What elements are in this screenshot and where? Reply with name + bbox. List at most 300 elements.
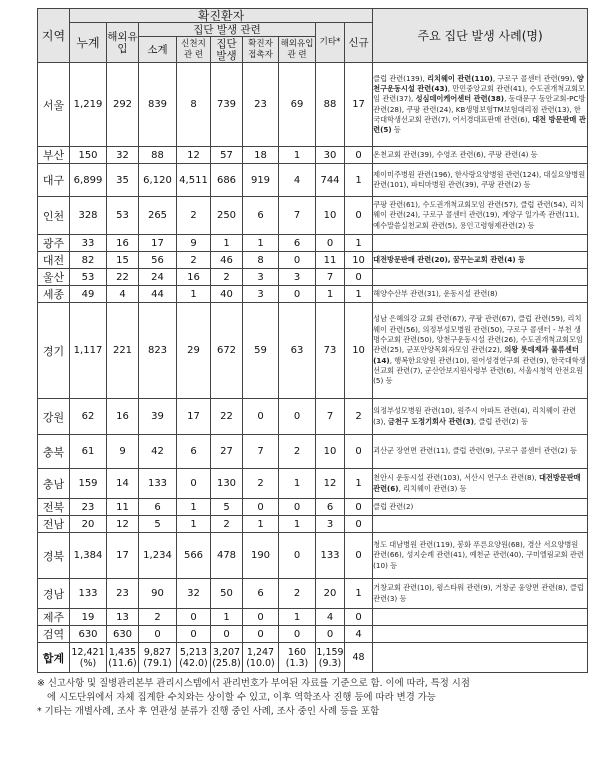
overseas-cell xyxy=(107,286,139,303)
value: 42 xyxy=(151,446,164,457)
value: 0 xyxy=(257,611,264,623)
value: 12 xyxy=(116,518,129,530)
value: 130 xyxy=(216,478,237,489)
group-cell xyxy=(211,499,243,516)
table-row xyxy=(38,579,588,609)
contact-cell xyxy=(243,516,279,533)
header-confirmed: 확진환자 xyxy=(70,9,373,23)
overseas-cell xyxy=(107,516,139,533)
contact-cell xyxy=(243,499,279,516)
other-cell xyxy=(316,399,345,435)
table-row xyxy=(38,235,588,252)
total-cell xyxy=(70,435,107,469)
shincheonji-cell xyxy=(177,469,211,499)
overseas-rel-cell xyxy=(279,579,316,609)
value: 9,827 xyxy=(143,646,172,658)
overseas-cell xyxy=(107,626,139,643)
region-cell: 부산 xyxy=(38,147,70,164)
value: 0 xyxy=(190,611,197,623)
subtotal-cell xyxy=(139,499,177,516)
value: 1 xyxy=(223,237,230,249)
total-cell xyxy=(70,533,107,579)
table-row xyxy=(38,499,588,516)
value: 1,234 xyxy=(143,550,172,561)
new-cell xyxy=(345,269,373,286)
value: 160 xyxy=(287,646,307,658)
overseas-rel-cell xyxy=(279,147,316,164)
value: 4 xyxy=(119,288,126,300)
value: 823 xyxy=(147,345,168,356)
value: 1 xyxy=(293,149,301,161)
value: 9 xyxy=(190,237,197,249)
value: 839 xyxy=(147,99,168,110)
group-cell xyxy=(211,469,243,499)
value: 3 xyxy=(257,271,264,283)
value: 133 xyxy=(78,588,98,599)
value: 0 xyxy=(355,501,362,513)
overseas-cell xyxy=(107,303,139,399)
value: 17 xyxy=(116,550,129,561)
value: 22 xyxy=(220,411,233,422)
value: 9 xyxy=(119,446,126,457)
header-new: 신규 xyxy=(345,23,373,63)
subtotal-cell xyxy=(139,533,177,579)
value: 32 xyxy=(116,149,129,161)
value: 53 xyxy=(81,271,95,283)
value: 672 xyxy=(216,345,237,356)
value: 7 xyxy=(293,210,301,221)
contact-cell xyxy=(243,399,279,435)
value: 566 xyxy=(183,550,204,561)
value: 17 xyxy=(187,411,200,422)
value: 159 xyxy=(78,478,98,489)
other-cell xyxy=(316,609,345,626)
region-cell: 제주 xyxy=(38,609,70,626)
other-cell xyxy=(316,63,345,147)
group-cell xyxy=(211,235,243,252)
region-cell: 강원 xyxy=(38,399,70,435)
subtotal-cell xyxy=(139,269,177,286)
value: 62 xyxy=(81,411,95,422)
value: 20 xyxy=(81,518,95,530)
value: 27 xyxy=(220,446,233,457)
shincheonji-cell xyxy=(177,303,211,399)
group-cell xyxy=(211,533,243,579)
value: 1 xyxy=(257,518,264,530)
group-cell xyxy=(211,626,243,643)
value: 0 xyxy=(293,254,301,266)
region-cell: 충북 xyxy=(38,435,70,469)
value: 1 xyxy=(355,237,362,249)
region-cell: 경기 xyxy=(38,303,70,399)
total-cell xyxy=(70,399,107,435)
value: 0 xyxy=(257,501,264,513)
value: 10 xyxy=(323,446,337,457)
value: 2 xyxy=(355,411,362,422)
table-row xyxy=(38,609,588,626)
overseas-cell xyxy=(107,63,139,147)
total-cell xyxy=(70,303,107,399)
other-cell xyxy=(316,252,345,269)
shincheonji-cell xyxy=(177,235,211,252)
value: 69 xyxy=(290,99,304,110)
cases-cell xyxy=(373,516,588,533)
value: 4 xyxy=(326,611,334,623)
value: 1 xyxy=(190,518,197,530)
shincheonji-cell xyxy=(177,269,211,286)
overseas-cell xyxy=(107,235,139,252)
region-cell: 경남 xyxy=(38,579,70,609)
value: 20 xyxy=(323,588,337,599)
region-cell: 전남 xyxy=(38,516,70,533)
shincheonji-cell xyxy=(177,63,211,147)
value: 23 xyxy=(81,501,95,513)
header-other: 기타* xyxy=(316,23,345,63)
total-cell xyxy=(70,147,107,164)
percent: (11.6) xyxy=(108,657,137,669)
value: 50 xyxy=(220,588,233,599)
total-cell xyxy=(70,609,107,626)
case-text: 청도 대남병원 관련(119), 봉화 푸른요양원(68), 경산 서요양병원 관련(66), 성지순례 관련(41), 예천군 관련(40), 구미엘림교회 관련(10) 등 xyxy=(373,540,584,570)
value: 5 xyxy=(223,501,230,513)
group-cell xyxy=(211,303,243,399)
case-text: , 리치웨이 관련(3) 등 xyxy=(398,483,467,493)
subtotal-cell xyxy=(139,579,177,609)
value: 6,899 xyxy=(73,174,103,186)
contact-cell xyxy=(243,235,279,252)
value: 5 xyxy=(154,518,161,530)
percent: (42.0) xyxy=(179,657,208,669)
value: 19 xyxy=(81,611,95,623)
cases-cell xyxy=(373,626,588,643)
overseas-cell xyxy=(107,252,139,269)
value: 6 xyxy=(190,446,197,457)
value: 190 xyxy=(250,550,271,561)
value: 11 xyxy=(323,254,337,266)
case-text: 쿠팡 관련(61), 수도권개척교회모임 관련(57), 클럽 관련(54), 리치웨이 관련(24), 구로구 콜센터 관련(19), 계양구 일가족 관련(11), 예수말씀실천교회 관련(5), 용인고령형제관련(2) 등 xyxy=(373,200,584,230)
value: 2 xyxy=(223,271,230,283)
new-cell xyxy=(345,643,373,673)
value: 0 xyxy=(355,518,362,530)
value: 10 xyxy=(323,210,337,221)
value: 1 xyxy=(355,478,362,489)
value: 0 xyxy=(257,628,264,640)
region-cell: 세종 xyxy=(38,286,70,303)
case-text: , 동대문구 동안교회-PC방 관련(28), 쿠팡 관련(24), KB생명보험TM보험대리점 관련(13), 한국대학생선교회 관련(7), 어서경대표판매 관련(6), xyxy=(373,94,586,124)
other-cell xyxy=(316,197,345,235)
value: 16 xyxy=(116,411,129,422)
value: 73 xyxy=(323,345,337,356)
header-overseas: 해외유입 xyxy=(107,23,139,63)
new-cell xyxy=(345,252,373,269)
table-row xyxy=(38,626,588,643)
case-text: 양천구운동시설 관련(43) xyxy=(373,73,584,93)
overseas-rel-cell xyxy=(279,643,316,673)
new-cell xyxy=(345,63,373,147)
contact-cell xyxy=(243,286,279,303)
value: 88 xyxy=(151,149,164,161)
overseas-rel-cell xyxy=(279,469,316,499)
overseas-rel-cell xyxy=(279,533,316,579)
value: 265 xyxy=(147,210,168,221)
value: 12 xyxy=(323,478,337,489)
other-cell xyxy=(316,626,345,643)
value: 6 xyxy=(326,501,334,513)
value: 17 xyxy=(352,99,365,110)
value: 30 xyxy=(323,149,337,161)
value: 5,213 xyxy=(179,646,208,658)
new-cell xyxy=(345,399,373,435)
value: 0 xyxy=(293,288,301,300)
overseas-rel-cell xyxy=(279,499,316,516)
new-cell xyxy=(345,147,373,164)
new-cell xyxy=(345,499,373,516)
subtotal-cell xyxy=(139,235,177,252)
value: 0 xyxy=(355,271,362,283)
subtotal-cell xyxy=(139,516,177,533)
case-text: , 구로구 콜센터 관련(99), xyxy=(492,73,577,83)
table-row xyxy=(38,435,588,469)
total-cell xyxy=(70,63,107,147)
other-cell xyxy=(316,235,345,252)
subtotal-cell xyxy=(139,147,177,164)
value: 2 xyxy=(293,588,301,599)
footnote-line: 에 시도단위에서 자체 집계한 수치와는 상이할 수 있고, 이후 역학조사 진행 등에 따라 변경 가능 xyxy=(47,692,436,703)
footnotes xyxy=(37,677,587,719)
value: 744 xyxy=(320,174,340,186)
value: 150 xyxy=(78,149,98,161)
value: 8 xyxy=(257,254,264,266)
overseas-cell xyxy=(107,147,139,164)
value: 7 xyxy=(257,446,264,457)
new-cell xyxy=(345,286,373,303)
value: 6 xyxy=(257,588,264,599)
cases-cell xyxy=(373,252,588,269)
table-row xyxy=(38,469,588,499)
table-row xyxy=(38,516,588,533)
overseas-rel-cell xyxy=(279,63,316,147)
other-cell xyxy=(316,269,345,286)
value: 46 xyxy=(220,254,233,266)
value: 3,207 xyxy=(212,646,241,658)
value: 2 xyxy=(190,254,197,266)
value: 630 xyxy=(78,628,98,640)
value: 0 xyxy=(223,628,230,640)
value: 1,219 xyxy=(73,99,103,110)
total-cell xyxy=(70,252,107,269)
value: 0 xyxy=(355,446,362,457)
region-cell: 인천 xyxy=(38,197,70,235)
value: 1 xyxy=(223,611,230,623)
value: 40 xyxy=(220,288,233,300)
value: 1 xyxy=(355,588,362,599)
value: 2 xyxy=(293,446,301,457)
shincheonji-cell xyxy=(177,286,211,303)
subtotal-cell xyxy=(139,286,177,303)
group-cell xyxy=(211,579,243,609)
total-cell xyxy=(70,286,107,303)
covid-status-table xyxy=(37,8,588,673)
case-text: 괴산군 장연면 관련(11), 클럽 관련(9), 구로구 콜센터 관련(2) 등 xyxy=(373,446,577,456)
value: 686 xyxy=(216,174,237,186)
value: 2 xyxy=(190,210,197,221)
other-cell xyxy=(316,147,345,164)
value: 7 xyxy=(326,271,334,283)
value: 0 xyxy=(326,237,334,249)
region-cell: 전북 xyxy=(38,499,70,516)
cases-cell xyxy=(373,164,588,197)
overseas-cell xyxy=(107,269,139,286)
case-text: 대전방문판매 관련(6) xyxy=(373,473,581,493)
value: 3 xyxy=(326,518,334,530)
total-cell xyxy=(70,643,107,673)
case-text: 천안시 운동시설 관련(103), 서산시 연구소 관련(8), xyxy=(373,473,539,483)
value: 53 xyxy=(116,210,129,221)
table-row xyxy=(38,269,588,286)
case-text: 클럽 관련(2) xyxy=(373,501,414,511)
group-cell xyxy=(211,609,243,626)
table-row xyxy=(38,197,588,235)
overseas-cell xyxy=(107,164,139,197)
value: 292 xyxy=(112,99,133,110)
value: 17 xyxy=(151,237,164,249)
value: 12 xyxy=(187,149,200,161)
group-cell xyxy=(211,197,243,235)
value: 133 xyxy=(320,550,340,561)
overseas-rel-cell xyxy=(279,252,316,269)
value: 0 xyxy=(355,550,362,561)
overseas-rel-cell xyxy=(279,286,316,303)
overseas-cell xyxy=(107,469,139,499)
cases-cell xyxy=(373,609,588,626)
value: 1 xyxy=(326,288,334,300)
region-cell: 검역 xyxy=(38,626,70,643)
value: 1,159 xyxy=(316,646,344,658)
case-text: 성남 은혜의강 교회 관련(67), 쿠팡 관련(67), 클럽 관련(59), 리치웨이 관련(56), 의정부성모병원 관련(50), 구로구 콜센터 - 부천 생명수교회 관련(50), 양천구운동시설 관련(26), 수도권개척교회모임 관련(25), 군포안양목회자모임 관련(22), xyxy=(373,314,583,355)
value: 22 xyxy=(116,271,129,283)
value: 133 xyxy=(147,478,168,489)
value: 6,120 xyxy=(143,174,172,186)
value: 2 xyxy=(154,611,161,623)
subtotal-cell xyxy=(139,609,177,626)
new-cell xyxy=(345,609,373,626)
value: 16 xyxy=(187,271,200,283)
value: 82 xyxy=(81,254,95,266)
contact-cell xyxy=(243,197,279,235)
value: 0 xyxy=(293,550,301,561)
subtotal-cell xyxy=(139,399,177,435)
footnote-line: * 기타는 개별사례, 조사 후 연관성 분류가 진행 중인 사례, 조사 중인 사례 등을 포함 xyxy=(37,706,380,717)
shincheonji-cell xyxy=(177,499,211,516)
other-cell xyxy=(316,286,345,303)
overseas-rel-cell xyxy=(279,235,316,252)
group-cell xyxy=(211,164,243,197)
overseas-rel-cell xyxy=(279,303,316,399)
cases-cell xyxy=(373,63,588,147)
shincheonji-cell xyxy=(177,197,211,235)
group-cell xyxy=(211,516,243,533)
cases-cell xyxy=(373,286,588,303)
overseas-cell xyxy=(107,643,139,673)
cases-cell xyxy=(373,269,588,286)
shincheonji-cell xyxy=(177,533,211,579)
value: 10 xyxy=(352,254,365,266)
shincheonji-cell xyxy=(177,252,211,269)
value: 48 xyxy=(352,652,365,663)
value: 6 xyxy=(293,237,301,249)
header-cluster: 집단 발생 관련 xyxy=(139,23,316,37)
overseas-rel-cell xyxy=(279,626,316,643)
value: 0 xyxy=(355,149,362,161)
subtotal-cell xyxy=(139,252,177,269)
value: 23 xyxy=(116,588,129,599)
new-cell xyxy=(345,579,373,609)
header-cases: 주요 집단 발생 사례(명) xyxy=(373,9,588,63)
contact-cell xyxy=(243,63,279,147)
other-cell xyxy=(316,164,345,197)
value: 90 xyxy=(151,588,164,599)
value: 88 xyxy=(323,99,337,110)
value: 32 xyxy=(187,588,200,599)
value: 29 xyxy=(187,345,200,356)
value: 1 xyxy=(293,478,301,489)
shincheonji-cell xyxy=(177,579,211,609)
cases-cell xyxy=(373,499,588,516)
group-cell xyxy=(211,269,243,286)
total-cell xyxy=(70,197,107,235)
value: 0 xyxy=(355,611,362,623)
cases-cell xyxy=(373,197,588,235)
shincheonji-cell xyxy=(177,399,211,435)
contact-cell xyxy=(243,626,279,643)
shincheonji-cell xyxy=(177,164,211,197)
subtotal-cell xyxy=(139,164,177,197)
footnote-line: ※ 신고사항 및 질병관리본부 관리시스템에서 관리번호가 부여된 자료를 기준으로 함. 이에 따라, 특정 시점 xyxy=(37,678,470,689)
contact-cell xyxy=(243,303,279,399)
value: 23 xyxy=(254,99,267,110)
shincheonji-cell xyxy=(177,516,211,533)
case-text: , 클럽 관련(2) 등 xyxy=(473,416,528,426)
header-overseas-related: 해외유입 관 련 xyxy=(279,37,316,63)
region-cell: 광주 xyxy=(38,235,70,252)
table-row xyxy=(38,147,588,164)
case-text: 성심데이케어센터 관련(38) xyxy=(415,94,505,104)
value: 57 xyxy=(220,149,233,161)
case-text: 클럽 관련(139), xyxy=(373,73,428,83)
value: 0 xyxy=(293,411,301,422)
group-cell xyxy=(211,252,243,269)
value: 35 xyxy=(116,174,129,186)
region-cell: 대구 xyxy=(38,164,70,197)
subtotal-cell xyxy=(139,643,177,673)
new-cell xyxy=(345,533,373,579)
value: 44 xyxy=(151,288,164,300)
value: 61 xyxy=(81,446,95,457)
value: 0 xyxy=(154,628,161,640)
overseas-cell xyxy=(107,499,139,516)
subtotal-cell xyxy=(139,626,177,643)
shincheonji-cell xyxy=(177,609,211,626)
value: 1,117 xyxy=(73,345,103,356)
header-shincheonji: 신천지 관 련 xyxy=(177,37,211,63)
group-cell xyxy=(211,399,243,435)
value: 0 xyxy=(355,210,362,221)
cases-cell xyxy=(373,579,588,609)
value: 59 xyxy=(254,345,267,356)
case-text: , 행복한요양원 관련(10), 원어성경연구회 관련(9), 한국대학생선교회 관련(7), 군산안보지원사령부 관련(6), 서울시청역 안전요원(5) 등 xyxy=(373,355,586,386)
contact-cell xyxy=(243,164,279,197)
cases-cell xyxy=(373,399,588,435)
